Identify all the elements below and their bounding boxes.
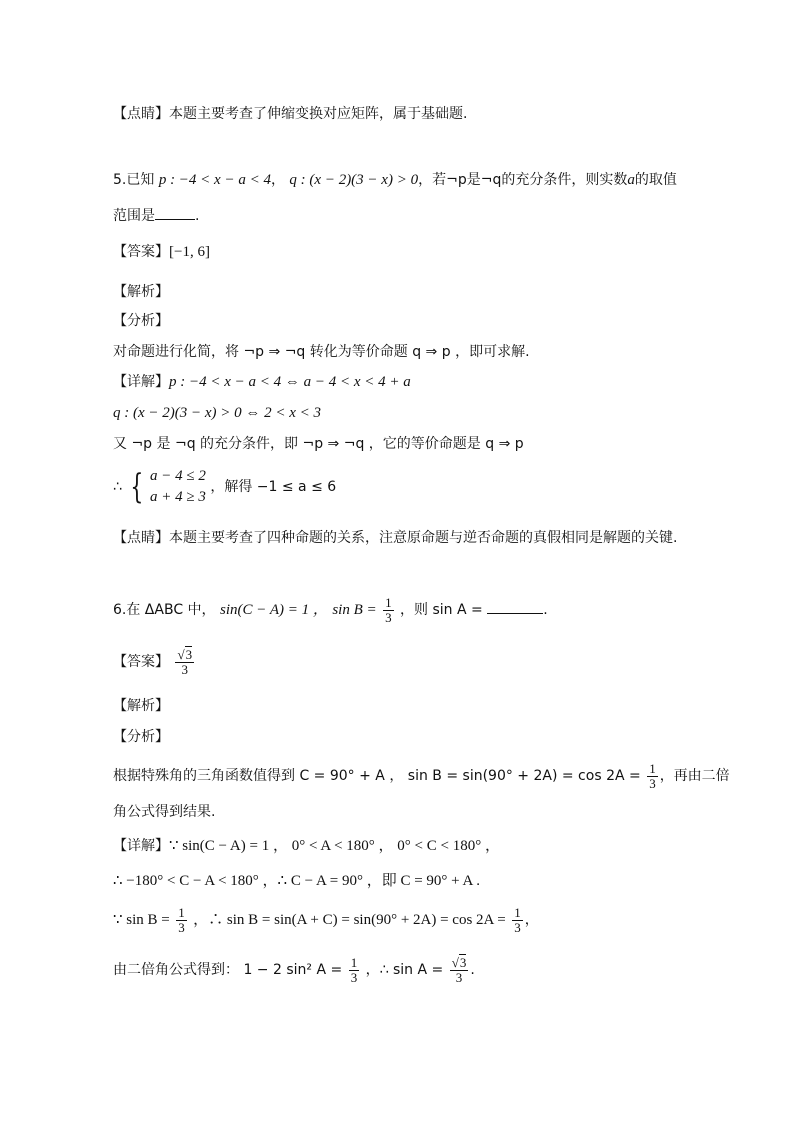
q6-answer <box>113 642 196 682</box>
frac-den: 3 <box>649 775 656 791</box>
q6-step1-text: ∵ sin(C − A) = 1 ， 0° < A < 180° ， 0° < C < 180° ， <box>169 838 500 854</box>
q5-question-line1: 5.已知 p : −4 < x − a < 4， q : (x − 2)(3 − x) > 0，若¬p是¬q的充分条件，则实数a的取值 <box>113 172 677 188</box>
frac-den: 3 <box>178 919 185 935</box>
q6-step4-fraction2 <box>450 956 469 985</box>
q5-xiangjie-label: 【详解】 <box>113 374 169 390</box>
q6-step4-b: ，∴ sin A = <box>365 962 444 978</box>
q6-step3-a: ∵ sin B = <box>113 912 170 928</box>
q5-dianjing: 【点睛】本题主要考查了四种命题的关系，注意原命题与逆否命题的真假相同是解题的关键. <box>113 530 678 546</box>
q5-step2: q : (x − 2)(3 − x) > 0 ⇔ 2 < x < 3 <box>113 405 322 421</box>
sqrt-icon: √ <box>177 646 185 662</box>
q6-step3-b: ，∴ sin B = sin(A + C) = sin(90° + 2A) = cos 2A = <box>193 912 506 928</box>
q6-answer-fraction <box>175 648 194 677</box>
frac-den: 3 <box>385 609 392 625</box>
frac-num: 1 <box>350 954 358 970</box>
sys-result: ，解得 −1 ≤ a ≤ 6 <box>210 479 337 495</box>
q5-answer-value: [−1, 6] <box>169 244 210 260</box>
q5-p-def: p : −4 < x − a < 4 <box>158 172 271 188</box>
q6-step3-c: ， <box>524 912 539 928</box>
sys-row-2: a + 4 ≥ 3 <box>150 489 206 505</box>
q6-tail: ，则 sin A = <box>400 602 483 618</box>
q6-fenxi-line2: 角公式得到结果. <box>113 804 216 820</box>
q6-step4-fraction1 <box>349 956 360 985</box>
sqrt-radicand: 3 <box>459 954 467 970</box>
q6-step3-fraction2 <box>512 906 523 935</box>
q6-jiexi: 【解析】 <box>113 698 169 714</box>
q6-answer-blank <box>487 601 543 614</box>
q6-step4-c: . <box>470 962 475 978</box>
q6-question: 6.在 ΔABC 中， sin(C − A) = 1 ， sin B = $\frac{1}{3}$ ，则 sin A = . <box>113 594 548 625</box>
q5-answer <box>113 242 210 262</box>
inequality-system <box>126 466 206 508</box>
left-brace-icon: { <box>130 467 144 507</box>
q6-prefix: 6.在 ΔABC 中， <box>113 602 216 618</box>
q5-jiexi: 【解析】 <box>113 284 169 300</box>
q6-cond2-fraction <box>383 596 394 625</box>
q5-system-line <box>113 465 336 509</box>
frac-num: 1 <box>649 760 656 776</box>
q6-answer-label: 【答案】 <box>113 654 169 670</box>
frac-den: 3 <box>181 661 189 677</box>
q5-answer-label: 【答案】 <box>113 244 169 260</box>
frac-num: 1 <box>385 594 392 610</box>
frac-num: 1 <box>514 904 521 920</box>
sqrt-radicand: 3 <box>185 646 193 662</box>
q5-step1-text: p : −4 < x − a < 4 ⇔ a − 4 < x < 4 + a <box>169 374 411 390</box>
q5-var: a <box>627 172 635 188</box>
q5-answer-blank <box>155 207 195 220</box>
q6-step2: ∴ −180° < C − A < 180° ，∴ C − A = 90° ，即 C = 90° + A . <box>113 873 481 889</box>
q6-fenxi-b: ，再由二倍 <box>659 768 730 784</box>
q5-prefix: 5.已知 <box>113 172 155 188</box>
q5-mid: ，若¬p是¬q的充分条件，则实数 <box>418 172 628 188</box>
q5-tail: 的取值 <box>634 172 677 188</box>
q5-q-def: q : (x − 2)(3 − x) > 0 <box>289 172 419 188</box>
prev-dianjing: 【点睛】本题主要考查了伸缩变换对应矩阵，属于基础题. <box>113 106 468 122</box>
q5-fenxi: 【分析】 <box>113 313 169 329</box>
q6-fenxi-fraction <box>647 762 658 791</box>
q6-fenxi: 【分析】 <box>113 729 169 745</box>
q5-step3: 又 ¬p 是 ¬q 的充分条件，即 ¬p ⇒ ¬q ，它的等价命题是 q ⇒ p <box>113 436 524 452</box>
sys-row-1: a − 4 ≤ 2 <box>150 468 206 484</box>
therefore-symbol: ∴ <box>113 479 122 495</box>
q6-step1 <box>113 836 500 856</box>
q6-step4-a: 由二倍角公式得到： 1 − 2 sin² A = <box>113 962 343 978</box>
q6-step3-fraction1 <box>176 906 187 935</box>
q6-step3 <box>113 900 539 940</box>
frac-den: 3 <box>350 969 358 985</box>
frac-num: 1 <box>178 904 185 920</box>
q6-step4 <box>113 950 475 990</box>
q6-xiangjie-label: 【详解】 <box>113 838 169 854</box>
q5-fenxi-text: 对命题进行化简，将 ¬p ⇒ ¬q 转化为等价命题 q ⇒ p ，即可求解. <box>113 344 530 360</box>
frac-den: 3 <box>455 969 463 985</box>
q5-question-line2: 范围是 . <box>113 208 200 224</box>
q6-cond2-pre: sin B = <box>332 602 377 618</box>
q5-step1 <box>113 372 411 392</box>
q6-fenxi-line1 <box>113 758 730 794</box>
frac-den: 3 <box>514 919 521 935</box>
q6-cond1: sin(C − A) = 1 ， <box>220 602 328 618</box>
sqrt-icon: √ <box>451 954 459 970</box>
q6-fenxi-a: 根据特殊角的三角函数值得到 C = 90° + A ， sin B = sin(90° + 2A) = cos 2A = <box>113 768 641 784</box>
q5-line2: 范围是 <box>113 208 155 224</box>
